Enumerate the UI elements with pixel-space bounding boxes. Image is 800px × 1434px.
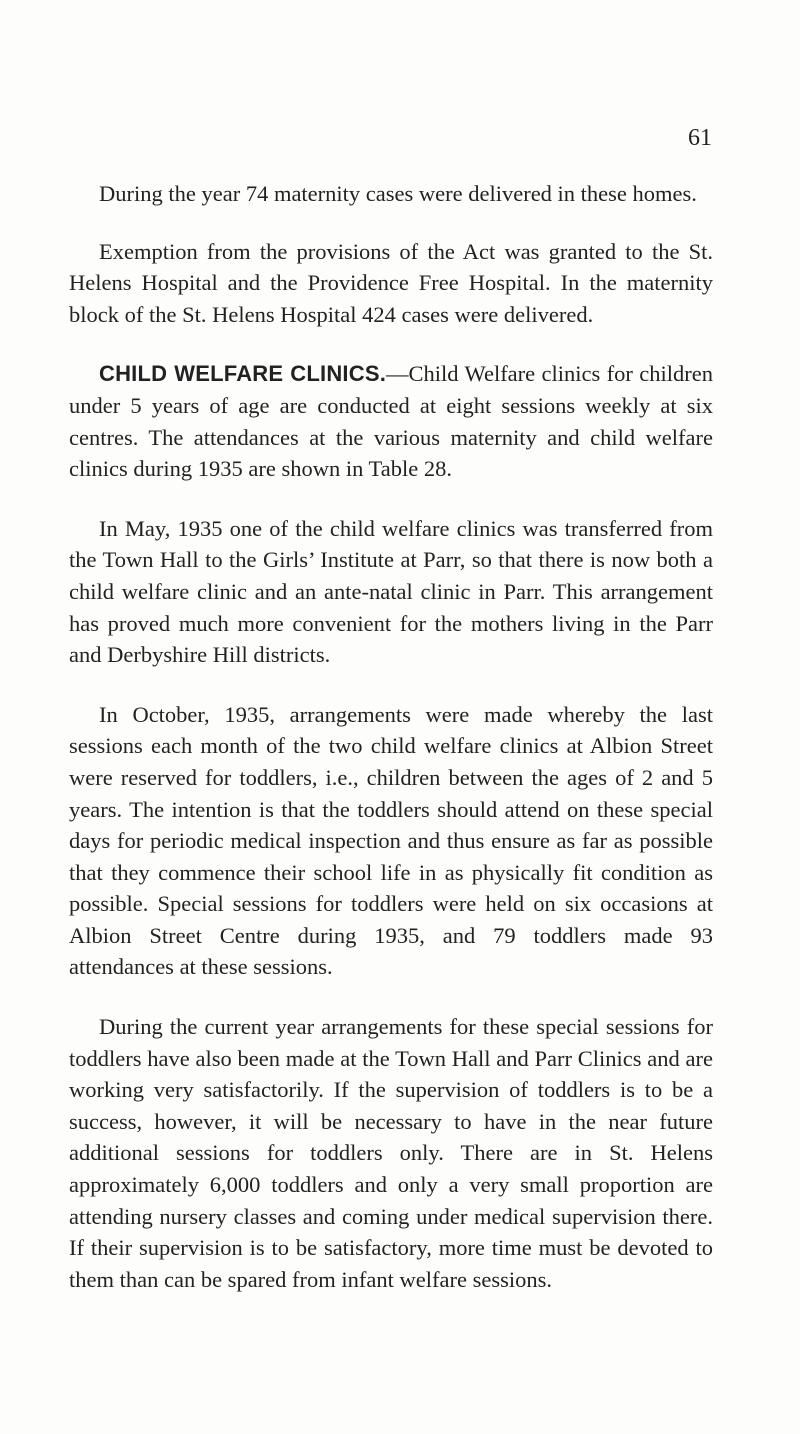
section-heading-child-welfare-clinics: CHILD WELFARE CLINICS. (99, 361, 387, 387)
paragraph-parr-transfer: In May, 1935 one of the child welfare clinics was transferred from the Town Hall to the Girls’ Institute at Parr, so that there is now both a child welfare clinic and an ante-natal clinic in Parr. This arrangement has proved much more convenient for the mothers living in the Parr and Derbyshire Hill districts. (69, 515, 713, 668)
page-number: 61 (688, 125, 712, 151)
paragraph-child-welfare-clinics (69, 358, 713, 484)
paragraph-exemption: Exemption from the provisions of the Act was granted to the St. Helens Hospital and the Providence Free Hospital. In the maternity block of the St. Helens Hospital 424 cases were delivered. (69, 238, 713, 327)
paragraph-maternity-homes: During the year 74 maternity cases were delivered in these homes. (99, 181, 697, 206)
paragraph-current-year: During the current year arrangements for these special sessions for toddlers have also been made at the Town Hall and Parr Clinics and are working very satisfactorily. If the supervision of toddlers is to be a success, however, it will be necessary to have in the near future additional sessions for toddlers only. There are in St. Helens approximately 6,000 toddlers and only a very small proportion are attending nursery classes and coming under medical supervision there. If their supervision is to be satisfactory, more time must be devoted to them than can be spared from infant welfare sessions. (69, 1014, 713, 1292)
paragraph-toddler-sessions: In October, 1935, arrangements were made whereby the last sessions each month of the two child welfare clinics at Albion Street were reserved for toddlers, i.e., children between the ages of 2 and 5 years. The intention is that the toddlers should attend on these special days for periodic medical inspection and thus ensure as far as possible that they commence their school life in as physically fit condition as possible. Special sessions for toddlers were held on six occasions at Albion Street Centre during 1935, and 79 toddlers made 93 attendances at these sessions. (69, 701, 713, 980)
body-text (69, 178, 713, 1323)
paragraph-child-welfare-clinics-text: —Child Welfare clinics for children under 5 years of age are conducted at eight sessions weekly at six centres. The attendances at the various maternity and child welfare clinics during 1935 are shown in Table 28. (69, 361, 713, 482)
